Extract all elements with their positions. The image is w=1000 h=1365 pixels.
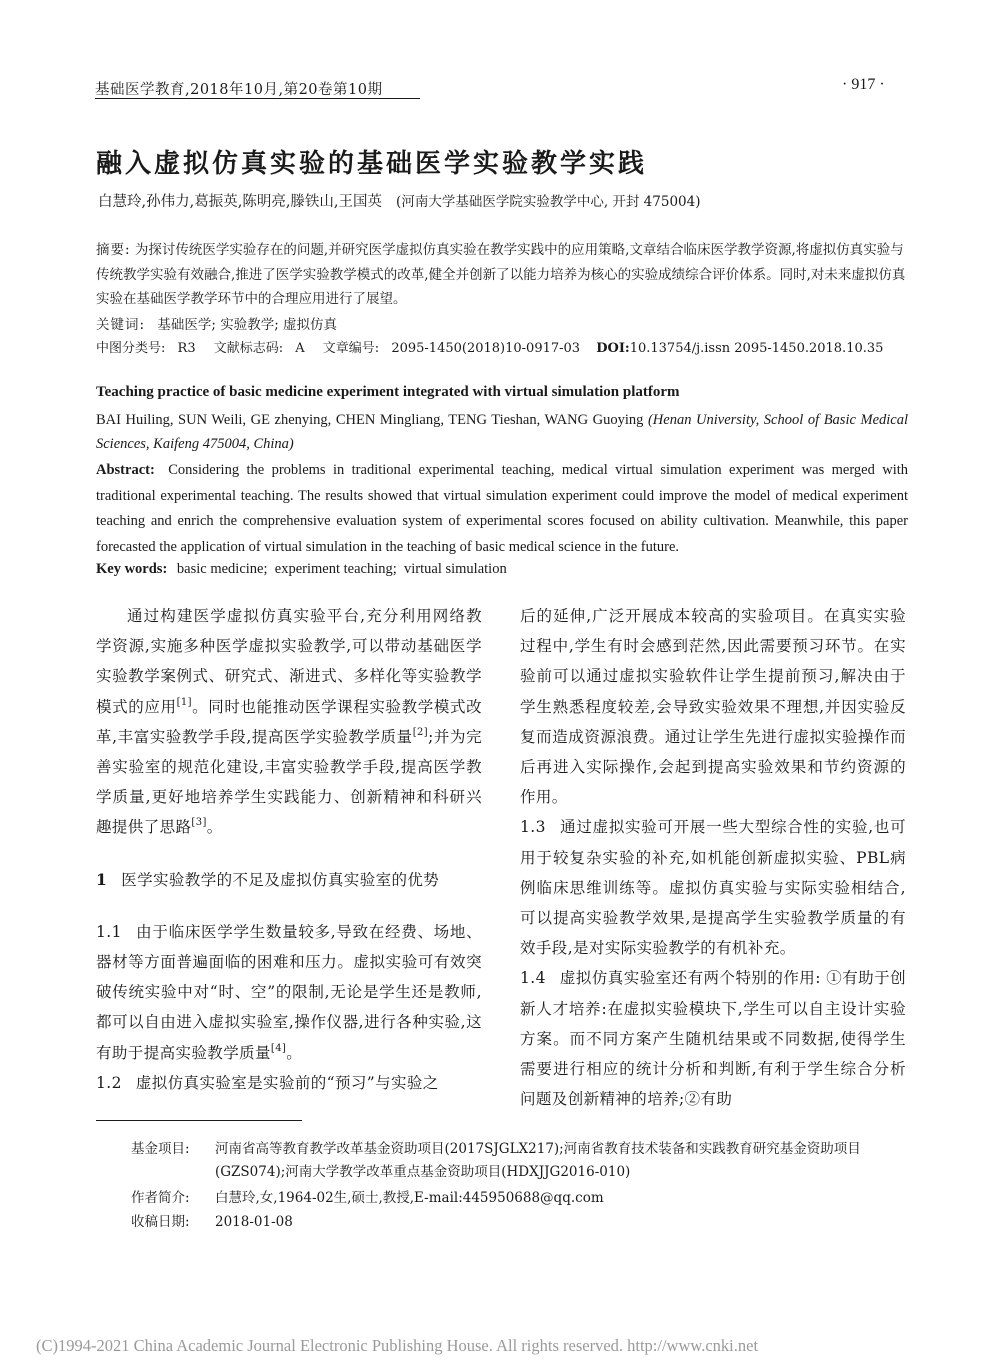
intro-part-a: 通过构建医学虚拟仿真实验平台,充分利用网络教学资源,实施多种医学虚拟实验教学,可以带动基础医学实验教学案例式、研究式、渐进式、多样化等实验教学模式的应用 <box>96 607 482 716</box>
subsection-1-4 <box>520 963 906 1114</box>
subsection-1-1-text: 由于临床医学学生数量较多,导致在经费、场地、器材等方面普遍面临的困难和压力。虚拟实验可有效突破传统实验中对“时、空”的限制,无论是学生还是教师,都可以自由进入虚拟实验室,操作仪器,进行各种实验,这有助于提高实验教学质量 <box>96 922 482 1062</box>
article-title: 融入虚拟仿真实验的基础医学实验教学实践 <box>96 149 648 179</box>
subsection-1-1 <box>96 917 482 1068</box>
fund-footnote <box>131 1138 911 1184</box>
keywords-label: 关键词: <box>96 317 146 333</box>
abstract-label: 摘要: <box>96 242 131 258</box>
clc-value: R3 <box>177 341 196 356</box>
copyright-line: (C)1994-2021 China Academic Journal Electronic Publishing House. All rights reserved. http://www.cnki.net <box>36 1336 759 1355</box>
intro-paragraph <box>96 601 482 843</box>
english-abstract-text: Considering the problems in traditional experimental teaching, medical virtual simulation experiment was merged with traditional experimental teaching. The results showed that virtual simulation experiment could improve the model of medical experiment teaching and enrich the comprehensive evaluation system of experimental scores focused on ability cultivation. Meanwhile, this paper forecasted the application of virtual simulation in the teaching of basic medical science in the future. <box>96 462 909 555</box>
doi-value: 10.13754/j.issn 2095-1450.2018.10.35 <box>629 341 884 356</box>
section-1-title: 医学实验教学的不足及虚拟仿真实验室的优势 <box>121 870 440 889</box>
journal-header: 基础医学教育,2018年10月,第20卷第10期 <box>95 82 383 98</box>
intro-part-d: 。 <box>206 818 223 837</box>
chinese-abstract <box>96 238 906 312</box>
subsection-1-4-number: 1.4 <box>520 969 546 988</box>
author-footnote <box>131 1187 911 1210</box>
author-info-text: 白慧玲,女,1964-02生,硕士,教授,E-mail:445950688@qq.com <box>215 1190 604 1206</box>
abstract-text: 为探讨传统医学实验存在的问题,并研究医学虚拟仿真实验在教学实践中的应用策略,文章结合临床医学教学资源,将虚拟仿真实验与传统教学实验有效融合,推进了医学实验教学模式的改革,健全并创新了以能力培养为核心的实验成绩综合评价体系。同时,对未来虚拟仿真实验在基础医学教学环节中的合理应用进行了展望。 <box>96 242 906 307</box>
subsection-1-2-start <box>96 1068 482 1098</box>
subsection-1-3-text: 通过虚拟实验可开展一些大型综合性的实验,也可用于较复杂实验的补充,如机能创新虚拟实验、PBL病例临床思维训练等。虚拟仿真实验与实际实验相结合,可以提高实验教学效果,是提高学生实验教学质量的有效手段,是对实际实验教学的有机补充。 <box>520 818 906 958</box>
body-right-column <box>520 601 906 1114</box>
english-title: Teaching practice of basic medicine experiment integrated with virtual simulation platform <box>96 384 680 400</box>
citation-2: [2] <box>412 726 429 738</box>
author-info-label: 作者简介: <box>131 1190 190 1206</box>
intro-part-c: ;并为完善实验室的规范化建设,丰富实验教学手段,提高医学教学质量,更好地培养学生实践能力、创新精神和科研兴趣提供了思路 <box>96 727 482 837</box>
section-1-heading <box>96 865 482 895</box>
english-keywords-label: Key words: <box>96 561 168 577</box>
keywords-text: 基础医学; 实验教学; 虚拟仿真 <box>157 317 338 333</box>
article-number-label: 文章编号: <box>322 341 380 356</box>
author-affiliation: (河南大学基础医学院实验教学中心, 开封 475004) <box>396 194 701 210</box>
english-affiliation: (Henan University, School of Basic Medical Sciences, Kaifeng 475004, China) <box>96 412 908 452</box>
english-keywords <box>96 561 908 578</box>
doc-code-value: A <box>295 341 305 356</box>
english-abstract <box>96 458 908 560</box>
english-authors <box>96 408 908 456</box>
received-date: 2018-01-08 <box>215 1214 293 1230</box>
header-rule <box>95 98 420 99</box>
author-line <box>98 190 701 211</box>
english-keywords-text: basic medicine; experiment teaching; virtual simulation <box>176 561 507 577</box>
citation-4: [4] <box>270 1042 287 1054</box>
fund-text: 河南省高等教育教学改革基金资助项目(2017SJGLX217);河南省教育技术装备和实践教育研究基金资助项目(GZS074);河南大学教学改革重点基金资助项目(HDXJJG2016-010) <box>215 1141 861 1180</box>
body-left-column <box>96 601 482 1098</box>
footnote-rule <box>96 1120 302 1121</box>
page-number: · 917 · <box>842 76 885 93</box>
english-author-names: BAI Huiling, SUN Weili, GE zhenying, CHEN Mingliang, TENG Tieshan, WANG Guoying <box>96 412 644 428</box>
author-names: 白慧玲,孙伟力,葛振英,陈明亮,滕铁山,王国英 <box>98 194 383 210</box>
subsection-1-1-end: 。 <box>286 1043 303 1062</box>
subsection-1-2-number: 1.2 <box>96 1073 122 1092</box>
doc-code-label: 文献标志码: <box>213 341 284 356</box>
subsection-1-3 <box>520 812 906 963</box>
english-abstract-label: Abstract: <box>96 462 155 478</box>
chinese-keywords <box>96 313 906 338</box>
citation-3: [3] <box>191 817 207 829</box>
intro-part-b: 。同时也能推动医学课程实验教学模式改革,丰富实验教学手段,提高医学实验教学质量 <box>96 697 482 746</box>
fund-label: 基金项目: <box>131 1141 190 1157</box>
doi-label: DOI: <box>596 341 630 356</box>
subsection-1-4-text: 虚拟仿真实验室还有两个特别的作用: ①有助于创新人才培养:在虚拟实验模块下,学生可以自主设计实验方案。而不同方案产生随机结果或不同数据,使得学生需要进行相应的统计分析和判断,有利于学生综合分析问题及创新精神的培养;②有助 <box>520 969 906 1109</box>
section-1-number: 1 <box>96 869 108 889</box>
citation-1: [1] <box>176 696 192 708</box>
subsection-1-2-continued: 后的延伸,广泛开展成本较高的实验项目。在真实实验过程中,学生有时会感到茫然,因此需要预习环节。在实验前可以通过虚拟实验软件让学生提前预习,解决由于学生熟悉程度较差,会导致实验效果不理想,并因实验反复而造成资源浪费。通过让学生先进行虚拟实验操作而后再进入实际操作,会起到提高实验效果和节约资源的作用。 <box>520 607 906 807</box>
subsection-1-2-text-left: 虚拟仿真实验室是实验前的“预习”与实验之 <box>135 1073 439 1092</box>
clc-label: 中图分类号: <box>96 341 166 356</box>
received-footnote <box>131 1211 911 1234</box>
classification-line <box>96 337 906 362</box>
subsection-1-1-number: 1.1 <box>96 922 122 941</box>
subsection-1-3-number: 1.3 <box>520 818 546 837</box>
article-number-value: 2095-1450(2018)10-0917-03 <box>391 341 581 356</box>
received-label: 收稿日期: <box>131 1214 190 1230</box>
